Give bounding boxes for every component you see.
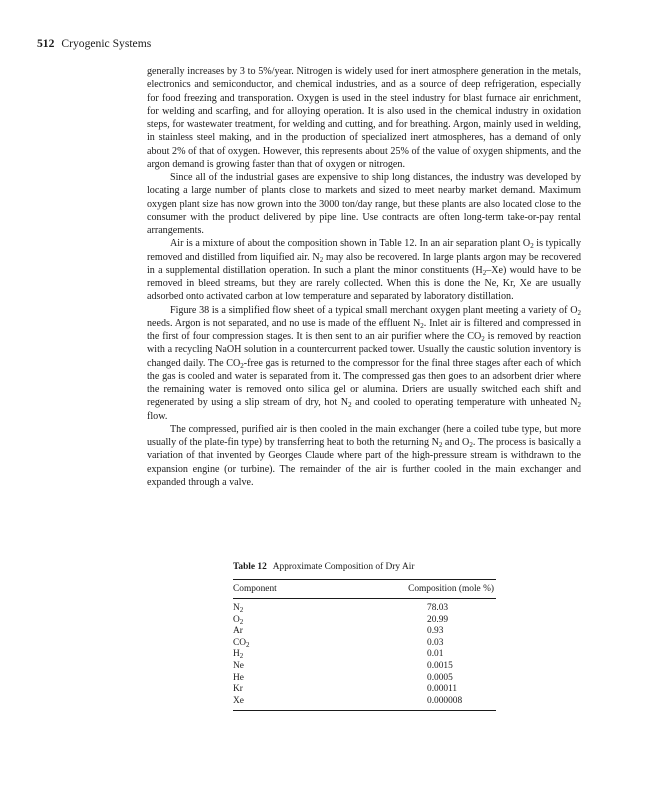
component-cell: $H_2$ <box>233 649 244 661</box>
paragraph: Air is a mixture of about the composition shown in Table 12. In an air separation plant $O_2$ is typically removed and distilled from liquified air. $N_2$ may also be recovered. In large plants argon may be recovered in a supplemental distillation operation. In such a plant the minor constituents $(H_2-Xe)$ would have to be removed in bleed streams, but they are rarely collected. When this is done the Ne, Kr, Xe are usually adsorbed onto activated carbon at low temperature and separated by laboratory distillation. <box>147 238 581 303</box>
column-header-component: Component <box>233 584 277 594</box>
composition-cell: 0.00011 <box>427 684 458 695</box>
composition-cell: 0.000008 <box>427 695 463 706</box>
composition-cell: 0.0005 <box>427 672 453 683</box>
paragraph: Figure 38 is a simplified flow sheet of a typical small merchant oxygen plant meeting a variety of $O_2$ needs. Argon is not separated, and no use is made of the effluent $N_2$. Inlet air is filtered and compressed in the first of four compression stages. It is then sent to an air purifier where the $CO_2$ is removed by reaction with a recycling NaOH solution in a countercurrent packed tower. Usually the caustic solution inventory is changed daily. The $CO_2$-free gas is returned to the compressor for the final three stages after each of which the gas is cooled and water is separated from it. The compressed gas then goes to an adsorbent drier where the remaining water is removed onto silica gel or alumina. Driers are usually switched each shift and regenerated by using a slip stream of dry, hot $N_2$ and cooled to operating temperature with unheated $N_2$ flow. <box>147 304 582 422</box>
table-body <box>233 599 496 707</box>
table-row <box>233 638 496 650</box>
component-cell: He <box>233 672 244 683</box>
table-row <box>233 684 496 696</box>
table-number: Table 12 <box>233 562 267 572</box>
table-row <box>233 615 496 627</box>
paragraph: generally increases by 3 to 5%/year. Nitrogen is widely used for inert atmosphere generation in the metals, electronics and semiconductor, and chemical industries, and as a source of deep refrigeration, especially for food freezing and transporation. Oxygen is used in the steel industry for blast furnace air enrichment, for welding and scarfing, and for alloying operation. It is also used in the chemical industry in oxidation steps, for wastewater treatment, for welding and cutting, and for breathing. Argon, mainly used in welding, in stainless steel making, and in the production of specialized inert atmospheres, has a demand of only about 2% of that of oxygen. However, this represents about 25% of the value of oxygen shipments, and the argon demand is growing faster than that of oxygen or nitrogen. <box>147 66 581 170</box>
composition-cell: 0.0015 <box>427 660 453 671</box>
table-row <box>233 673 496 685</box>
composition-cell: 20.99 <box>427 614 449 625</box>
table-row <box>233 696 496 708</box>
table-bottom-rule <box>233 710 496 711</box>
composition-cell: 0.01 <box>427 649 444 660</box>
body-text <box>147 65 581 489</box>
component-cell: Ar <box>233 626 243 637</box>
running-title: Cryogenic Systems <box>61 37 152 50</box>
running-head <box>37 37 151 50</box>
table-row <box>233 603 496 615</box>
table-title: Approximate Composition of Dry Air <box>272 562 415 572</box>
component-cell: $O_2$ <box>233 614 244 626</box>
component-cell: Kr <box>233 684 243 695</box>
table-caption <box>233 562 496 572</box>
composition-cell: 0.03 <box>427 637 444 648</box>
component-cell: $CO_2$ <box>233 637 250 649</box>
composition-cell: 0.93 <box>427 626 444 637</box>
paragraph: The compressed, purified air is then cooled in the main exchanger (here a coiled tube type, but more usually of the plate-fin type) by transferring heat to both the returning $N_2$ and $O_2$. The process is basically a variation of that invented by Georges Claude where part of the high-pressure stream is withdrawn to the expansion engine (or turbine). The remainder of the air is further cooled in the main exchanger and expanded through a valve. <box>147 423 581 488</box>
table-row <box>233 649 496 661</box>
component-cell: Ne <box>233 660 244 671</box>
table-row <box>233 661 496 673</box>
paragraph: Since all of the industrial gases are expensive to ship long distances, the industry was developed by locating a large number of plants close to markets and sized to meet nearby market demand. Maximum oxygen plant size has now grown into the 3000 ton/day range, but these plants are also located close to the consumer with the product delivered by pipe line. Use contracts are often long-term take-or-pay rental arrangements. <box>147 172 581 236</box>
component-cell: $N_2$ <box>233 603 244 614</box>
table-header-row <box>233 580 496 598</box>
column-header-composition: Composition (mole %) <box>408 584 494 594</box>
page-number: 512 <box>37 37 55 50</box>
table-row <box>233 626 496 638</box>
composition-table <box>233 562 496 711</box>
composition-cell: 78.03 <box>427 603 449 613</box>
component-cell: Xe <box>233 695 244 706</box>
